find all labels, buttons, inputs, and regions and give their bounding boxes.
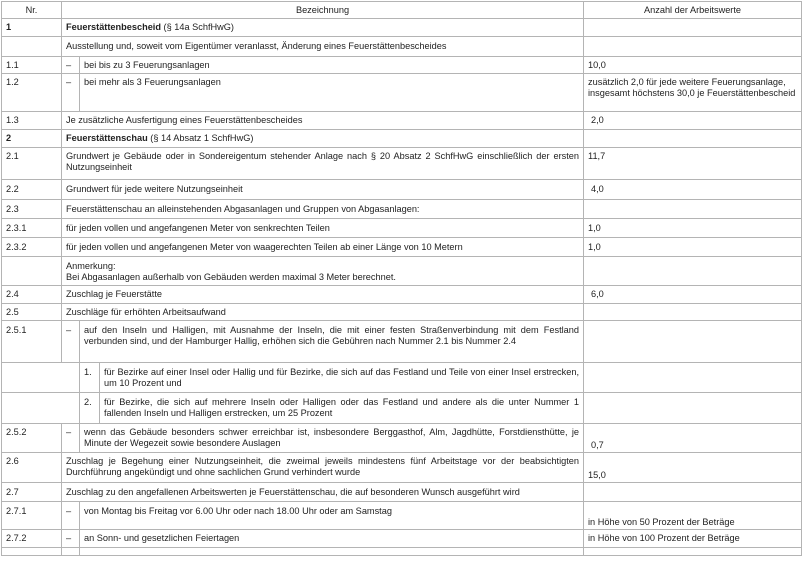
- table-row: [2, 257, 802, 286]
- table-row: [2, 57, 802, 74]
- table-row: [2, 37, 802, 57]
- row-text: bei mehr als 3 Feuerungsanlagen: [80, 74, 584, 112]
- row-value: 4,0: [584, 180, 802, 200]
- row-dash: –: [62, 74, 80, 112]
- header-bezeichnung: Bezeichnung: [62, 2, 584, 19]
- row-text: für jeden vollen und angefangenen Meter von waagerechten Teilen ab einer Länge von 10 Metern: [62, 238, 584, 257]
- row-value: in Höhe von 50 Prozent der Beträge: [584, 502, 802, 530]
- row-nr: 2.1: [2, 148, 62, 180]
- row-nr: 1.3: [2, 112, 62, 130]
- row-text: Grundwert für jede weitere Nutzungseinheit: [62, 180, 584, 200]
- row-nr: 2.6: [2, 453, 62, 483]
- row-value: 1,0: [584, 238, 802, 257]
- row-nr: 2.3: [2, 200, 62, 219]
- row-text: Grundwert je Gebäude oder in Sondereigentum stehender Anlage nach § 20 Absatz 2 SchfHwG einschließlich der ersten Nutzungseinheit: [62, 148, 584, 180]
- row-value: 1,0: [584, 219, 802, 238]
- row-value: 6,0: [584, 286, 802, 304]
- row-value: 11,7: [584, 148, 802, 180]
- section-title-suffix: (§ 14a SchfHwG): [160, 22, 234, 32]
- table-row: [2, 530, 802, 548]
- row-text: auf den Inseln und Halligen, mit Ausnahme der Inseln, die mit einer festen Straßenverbindung mit dem Festland verbunden sind, und der Hamburger Hallig, erhöhen sich die Gebühren nach Nummer 2.1 bis Nummer 2.4: [80, 321, 584, 363]
- row-nr: [2, 548, 62, 556]
- row-value: 10,0: [584, 57, 802, 74]
- table-row: [2, 304, 802, 321]
- table-row: [2, 483, 802, 502]
- table-row: [2, 112, 802, 130]
- row-nr: 1.2: [2, 74, 62, 112]
- row-text: von Montag bis Freitag vor 6.00 Uhr oder nach 18.00 Uhr oder am Samstag: [80, 502, 584, 530]
- row-value: [584, 304, 802, 321]
- sub-item-number: 1.: [80, 363, 100, 393]
- row-value: [584, 19, 802, 37]
- row-value: 2,0: [584, 112, 802, 130]
- table-row: [2, 548, 802, 556]
- row-text: [62, 19, 584, 37]
- row-nr: 2.7.2: [2, 530, 62, 548]
- header-anzahl: Anzahl der Arbeitswerte: [584, 2, 802, 19]
- table-row: [2, 286, 802, 304]
- row-value: [584, 393, 802, 424]
- section-title: Feuerstättenbescheid: [66, 22, 161, 32]
- row-nr: 2.7.1: [2, 502, 62, 530]
- table-row: [2, 393, 802, 424]
- row-nr: [2, 363, 80, 393]
- table-row: [2, 424, 802, 453]
- sub-item-text: für Bezirke auf einer Insel oder Hallig und für Bezirke, die sich auf das Festland und Teile von einer Insel erstrecken, um 10 Prozent und: [100, 363, 584, 393]
- row-text: an Sonn- und gesetzlichen Feiertagen: [80, 530, 584, 548]
- table-row: [2, 180, 802, 200]
- row-nr: 2.3.2: [2, 238, 62, 257]
- row-nr: 2: [2, 130, 62, 148]
- row-text: [62, 130, 584, 148]
- row-nr: 2.5.1: [2, 321, 62, 363]
- row-value: in Höhe von 100 Prozent der Beträge: [584, 530, 802, 548]
- row-dash: [62, 548, 80, 556]
- row-dash: –: [62, 321, 80, 363]
- fee-table: [1, 1, 802, 556]
- row-value: [584, 257, 802, 286]
- row-text: Feuerstättenschau an alleinstehenden Abgasanlagen und Gruppen von Abgasanlagen:: [62, 200, 584, 219]
- row-text: Zuschlag je Begehung einer Nutzungseinheit, die zweimal jeweils mindestens fünf Arbeitstage vor der beabsichtigten Durchführung angekündigt und ohne sachlichen Grund verhindert wurde: [62, 453, 584, 483]
- row-text: Zuschlag je Feuerstätte: [62, 286, 584, 304]
- table-row: [2, 453, 802, 483]
- note-cell: [62, 257, 584, 286]
- row-text: Je zusätzliche Ausfertigung eines Feuerstättenbescheides: [62, 112, 584, 130]
- row-nr: 2.7: [2, 483, 62, 502]
- row-dash: –: [62, 424, 80, 453]
- sub-item-text: für Bezirke, die sich auf mehrere Inseln oder Halligen oder das Festland und andere als die unter Nummer 1 fallenden Inseln und Halligen erstrecken, um 25 Prozent: [100, 393, 584, 424]
- row-dash: –: [62, 530, 80, 548]
- row-dash: –: [62, 57, 80, 74]
- row-nr: [2, 257, 62, 286]
- row-value: [584, 37, 802, 57]
- row-nr: 2.4: [2, 286, 62, 304]
- row-value: [584, 483, 802, 502]
- row-value: [584, 363, 802, 393]
- row-value: [584, 200, 802, 219]
- row-nr: [2, 37, 62, 57]
- note-text: Bei Abgasanlagen außerhalb von Gebäuden werden maximal 3 Meter berechnet.: [66, 272, 396, 282]
- row-nr: 1: [2, 19, 62, 37]
- table-row: [2, 321, 802, 363]
- sub-item-number: 2.: [80, 393, 100, 424]
- row-text: Zuschläge für erhöhten Arbeitsaufwand: [62, 304, 584, 321]
- section-title-suffix: (§ 14 Absatz 1 SchfHwG): [147, 133, 254, 143]
- table-row: [2, 238, 802, 257]
- row-value: zusätzlich 2,0 für jede weitere Feuerungsanlage, insgesamt höchstens 30,0 je Feuerstättenbescheid: [584, 74, 802, 112]
- row-dash: –: [62, 502, 80, 530]
- table-row: [2, 363, 802, 393]
- row-value: [584, 321, 802, 363]
- row-nr: 2.5.2: [2, 424, 62, 453]
- row-nr: [2, 393, 80, 424]
- row-value: [584, 130, 802, 148]
- table-row: [2, 502, 802, 530]
- row-nr: 2.2: [2, 180, 62, 200]
- table-row: [2, 200, 802, 219]
- section-title: Feuerstättenschau: [66, 133, 148, 143]
- row-nr: 2.3.1: [2, 219, 62, 238]
- note-label: Anmerkung:: [66, 261, 116, 271]
- row-value: 0,7: [584, 424, 802, 453]
- row-text: wenn das Gebäude besonders schwer erreichbar ist, insbesondere Berggasthof, Alm, Jagdhütte, Forstdiensthütte, je Minute der Wegezeit sowie besondere Auslagen: [80, 424, 584, 453]
- row-value: 15,0: [584, 453, 802, 483]
- row-text: Zuschlag zu den angefallenen Arbeitswerten je Feuerstättenschau, die auf besonderen Wunsch ausgeführt wird: [62, 483, 584, 502]
- table-row: [2, 219, 802, 238]
- row-text: bei bis zu 3 Feuerungsanlagen: [80, 57, 584, 74]
- table-row: [2, 130, 802, 148]
- table-row: [2, 74, 802, 112]
- table-header-row: [2, 2, 802, 19]
- row-text: für jeden vollen und angefangenen Meter von senkrechten Teilen: [62, 219, 584, 238]
- header-nr: Nr.: [2, 2, 62, 19]
- row-text: [80, 548, 584, 556]
- row-text: Ausstellung und, soweit vom Eigentümer veranlasst, Änderung eines Feuerstättenbescheides: [62, 37, 584, 57]
- table-row: [2, 148, 802, 180]
- row-nr: 2.5: [2, 304, 62, 321]
- row-value: [584, 548, 802, 556]
- row-nr: 1.1: [2, 57, 62, 74]
- table-row: [2, 19, 802, 37]
